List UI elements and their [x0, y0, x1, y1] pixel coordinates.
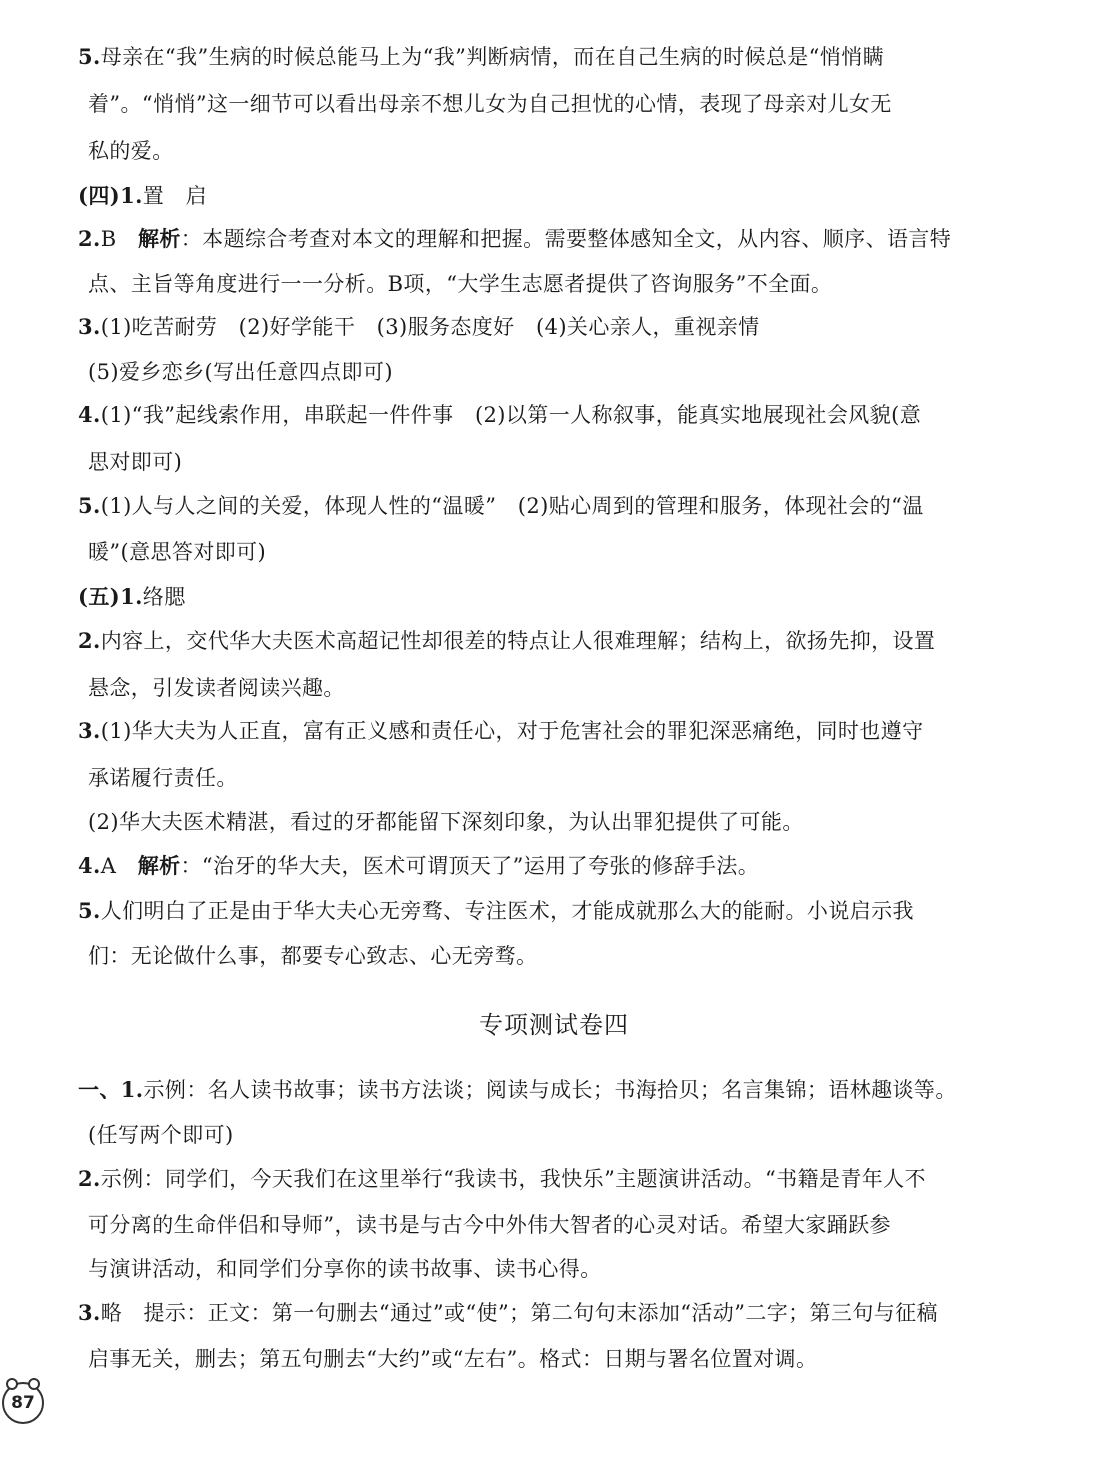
answer-line: 着”。“悄悄”这一细节可以看出母亲不想儿女为自己担忧的心情，表现了母亲对儿女无: [88, 92, 892, 116]
answer-line: 暖”(意思答对即可): [88, 540, 267, 564]
answer-line: 悬念，引发读者阅读兴趣。: [88, 676, 345, 700]
answer-line: 们：无论做什么事，都要专心致志、心无旁骛。: [88, 944, 538, 968]
answer-line: 思对即可): [88, 450, 183, 474]
answer-line: 2.示例：同学们，今天我们在这里举行“我读书，我快乐”主题演讲活动。“书籍是青年人不: [78, 1166, 926, 1191]
answer-line: 3.略 提示：正文：第一句删去“通过”或“使”；第二句句末添加“活动”二字；第三句与征稿: [78, 1300, 938, 1325]
answer-line: (四)1.置 启: [78, 183, 207, 208]
answer-line: 5.(1)人与人之间的关爱，体现人性的“温暖” (2)贴心周到的管理和服务，体现社会的“温: [78, 493, 924, 518]
answer-line: 承诺履行责任。: [88, 766, 238, 790]
answer-line: (5)爱乡恋乡(写出任意四点即可): [88, 360, 393, 384]
answer-line: 3.(1)华大夫为人正直，富有正义感和责任心，对于危害社会的罪犯深恶痛绝，同时也遵守: [78, 718, 924, 743]
answer-line: (五)1.络腮: [78, 584, 186, 609]
section-title: 专项测试卷四: [479, 1011, 629, 1039]
answer-line: 私的爱。: [88, 139, 174, 163]
answer-line: 2.B 解析：本题综合考查对本文的理解和把握。需要整体感知全文，从内容、顺序、语言特: [78, 226, 952, 251]
answer-line: 可分离的生命伴侣和导师”，读书是与古今中外伟大智者的心灵对话。希望大家踊跃参: [88, 1213, 891, 1237]
answer-line: 一、1.示例：名人读书故事；读书方法谈；阅读与成长；书海拾贝；名言集锦；语林趣谈等。: [78, 1077, 957, 1102]
answer-line: (任写两个即可): [88, 1123, 234, 1147]
answer-line: 与演讲活动，和同学们分享你的读书故事、读书心得。: [88, 1257, 602, 1281]
answer-line: 4.A 解析：“治牙的华大夫，医术可谓顶天了”运用了夸张的修辞手法。: [78, 853, 760, 878]
answer-line: 2.内容上，交代华大夫医术高超记性却很差的特点让人很难理解；结构上，欲扬先抑，设置: [78, 628, 936, 653]
answer-line: 点、主旨等角度进行一一分析。B项，“大学生志愿者提供了咨询服务”不全面。: [88, 272, 833, 296]
answer-line: 5.人们明白了正是由于华大夫心无旁骛、专注医术，才能成就那么大的能耐。小说启示我: [78, 898, 914, 923]
answer-line: 3.(1)吃苦耐劳 (2)好学能干 (3)服务态度好 (4)关心亲人，重视亲情: [78, 314, 760, 339]
page-number-badge: 87: [2, 1382, 44, 1424]
answer-line: (2)华大夫医术精湛，看过的牙都能留下深刻印象，为认出罪犯提供了可能。: [88, 810, 804, 834]
answer-line: 4.(1)“我”起线索作用，串联起一件件事 (2)以第一人称叙事，能真实地展现社会风貌(意: [78, 402, 922, 427]
answer-line: 5.母亲在“我”生病的时候总能马上为“我”判断病情，而在自己生病的时候总是“悄悄瞒: [78, 44, 885, 69]
answer-line: 启事无关，删去；第五句删去“大约”或“左右”。格式：日期与署名位置对调。: [88, 1347, 818, 1371]
